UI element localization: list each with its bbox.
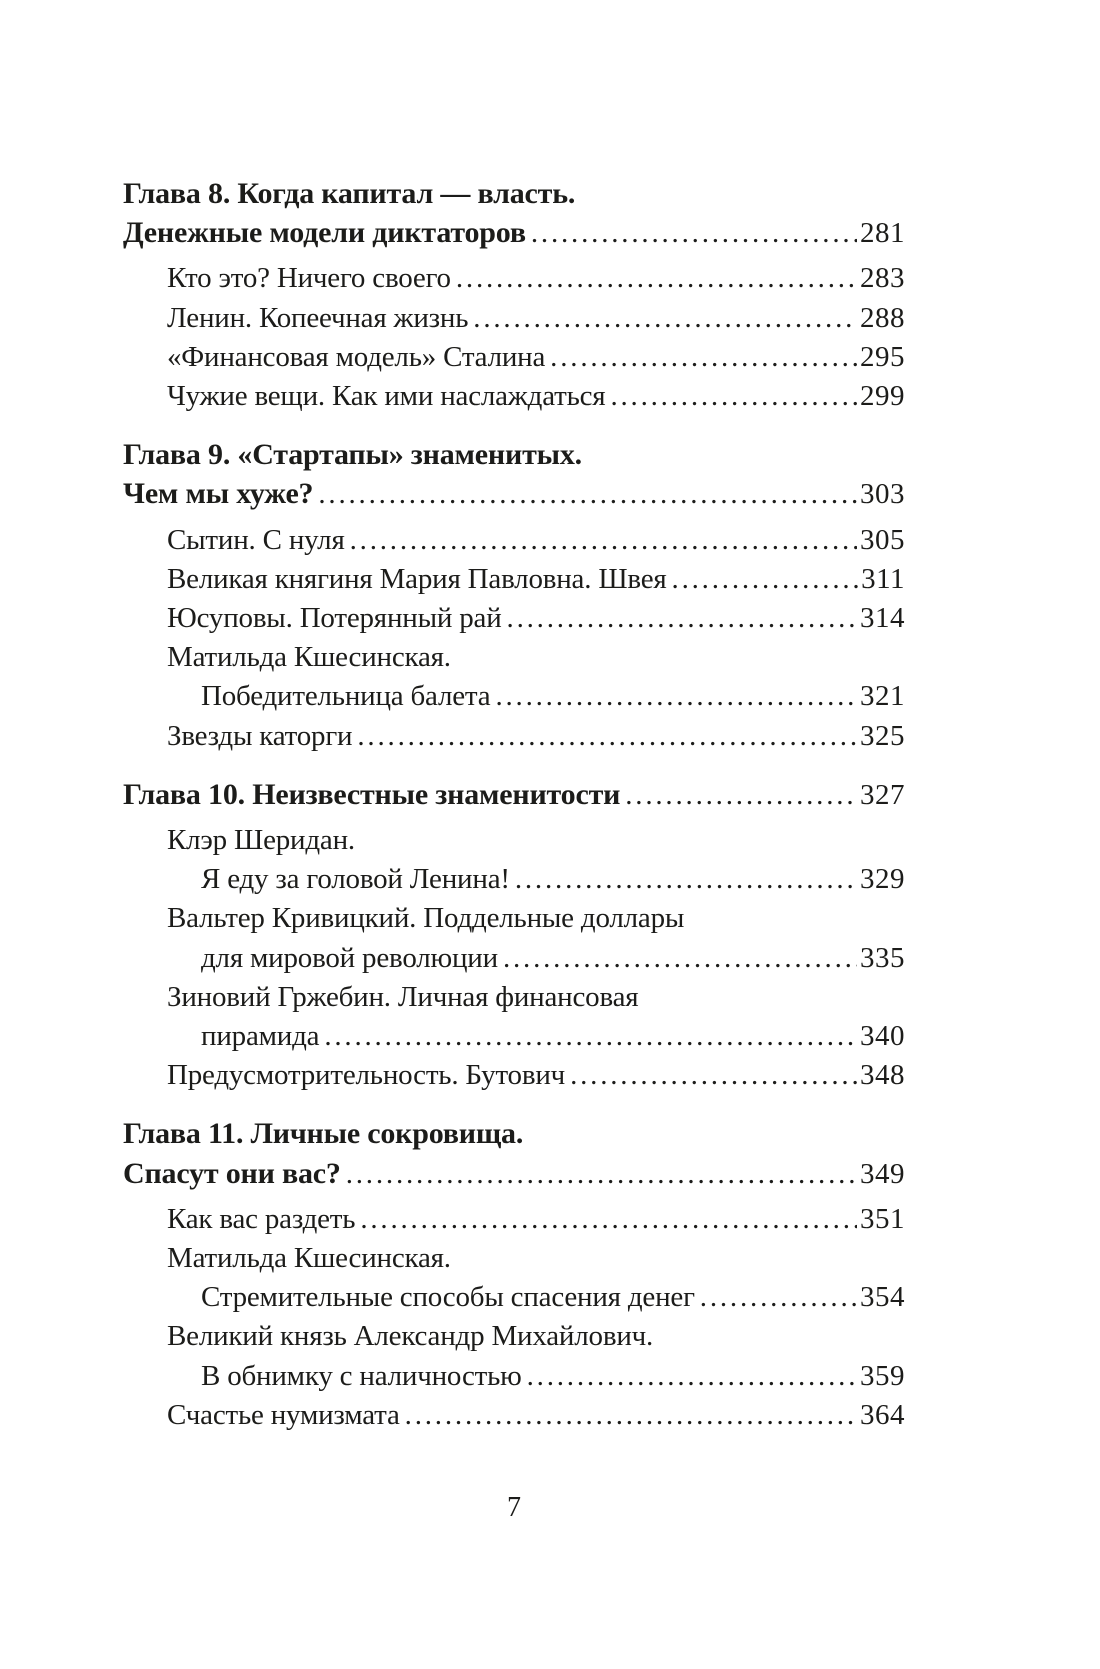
toc-row <box>123 1357 905 1396</box>
toc-entry-title: Как вас раздеть <box>167 1202 356 1235</box>
table-of-contents <box>123 174 905 1435</box>
toc-page-number: 314 <box>860 602 905 635</box>
toc-row <box>123 435 905 474</box>
toc-row <box>123 775 905 815</box>
dot-leader <box>672 560 859 599</box>
toc-row <box>123 474 905 514</box>
toc-page-number: 348 <box>860 1059 905 1092</box>
toc-page-number: 311 <box>861 562 905 595</box>
dot-leader <box>700 1278 857 1317</box>
toc-row <box>123 1317 905 1356</box>
toc-row <box>123 677 905 716</box>
toc-entry-title: В обнимку с наличностью <box>201 1359 522 1392</box>
toc-entry-title: Вальтер Кривицкий. Поддельные доллары <box>167 902 685 935</box>
toc-page-number: 281 <box>860 217 905 250</box>
toc-page-number: 295 <box>860 340 905 373</box>
toc-row <box>123 638 905 677</box>
toc-row <box>123 1239 905 1278</box>
dot-leader <box>357 717 857 756</box>
toc-row <box>123 299 905 338</box>
toc-entry-title: Матильда Кшесинская. <box>167 641 451 674</box>
toc-row <box>123 1278 905 1317</box>
dot-leader <box>570 1056 857 1095</box>
toc-row <box>123 860 905 899</box>
toc-page-number: 288 <box>860 301 905 334</box>
dot-leader <box>515 860 857 899</box>
dot-leader <box>324 1017 857 1056</box>
toc-page-number: 305 <box>860 523 905 556</box>
toc-row <box>123 338 905 377</box>
toc-entry-title: Звезды каторги <box>167 719 353 752</box>
dot-leader <box>503 939 857 978</box>
toc-row <box>123 1056 905 1095</box>
toc-page-number: 283 <box>860 262 905 295</box>
dot-leader <box>346 1155 857 1194</box>
toc-page-number: 325 <box>860 719 905 752</box>
toc-row <box>123 599 905 638</box>
page-footer <box>123 1492 905 1524</box>
toc-row <box>123 560 905 599</box>
toc-entry-title: для мировой революции <box>201 941 498 974</box>
toc-row <box>123 1017 905 1056</box>
dot-leader <box>507 599 857 638</box>
toc-entry-title: Чужие вещи. Как ими наслаждаться <box>167 380 606 413</box>
toc-entry-title: Глава 11. Личные сокровища. <box>123 1117 524 1151</box>
toc-entry-title: Стремительные способы спасения денег <box>201 1281 695 1314</box>
toc-entry-title: Ленин. Копеечная жизнь <box>167 301 469 334</box>
toc-entry-title: Кто это? Ничего своего <box>167 262 451 295</box>
toc-row <box>123 1154 905 1194</box>
toc-row <box>123 174 905 213</box>
toc-page-number: 354 <box>860 1281 905 1314</box>
toc-page-number: 359 <box>860 1359 905 1392</box>
dot-leader <box>531 214 857 253</box>
toc-entry-title: Великая княгиня Мария Павловна. Швея <box>167 562 667 595</box>
toc-row <box>123 978 905 1017</box>
toc-entry-title: Денежные модели диктаторов <box>123 216 526 250</box>
dot-leader <box>405 1396 857 1435</box>
dot-leader <box>360 1200 857 1239</box>
toc-entry-title: Глава 8. Когда капитал — власть. <box>123 177 576 210</box>
dot-leader <box>495 677 857 716</box>
toc-row <box>123 717 905 756</box>
toc-entry-title: Глава 10. Неизвестные знаменитости <box>123 777 621 811</box>
toc-row <box>123 939 905 978</box>
toc-entry-title: Предусмотрительность. Бутович <box>167 1059 566 1092</box>
folio-page-number: 7 <box>507 1492 521 1523</box>
toc-entry-title: Великий князь Александр Михайлович. <box>167 1320 654 1353</box>
toc-page-number: 351 <box>860 1202 905 1235</box>
toc-entry-title: Глава 9. «Стартапы» знаменитых. <box>123 438 582 472</box>
dot-leader <box>625 776 857 815</box>
toc-row <box>123 377 905 416</box>
toc-row <box>123 821 905 860</box>
toc-entry-title: Спасут они вас? <box>123 1156 341 1190</box>
toc-entry-title: Юсуповы. Потерянный рай <box>167 602 502 635</box>
toc-row <box>123 1396 905 1435</box>
dot-leader <box>527 1357 857 1396</box>
toc-row <box>123 213 905 253</box>
toc-page-number: 340 <box>860 1020 905 1053</box>
dot-leader <box>318 475 857 514</box>
toc-entry-title: пирамида <box>201 1020 320 1053</box>
toc-page-number: 364 <box>860 1398 905 1431</box>
toc-page-number: 329 <box>860 863 905 896</box>
toc-entry-title: Зиновий Гржебин. Личная финансовая <box>167 980 639 1013</box>
toc-entry-title: Матильда Кшесинская. <box>167 1242 451 1275</box>
toc-page-number: 321 <box>860 680 905 713</box>
toc-page-number: 335 <box>860 941 905 974</box>
toc-page-number: 349 <box>860 1157 905 1190</box>
toc-entry-title: Победительница балета <box>201 680 491 713</box>
toc-entry-title: Сытин. С нуля <box>167 523 345 556</box>
toc-entry-title: «Финансовая модель» Сталина <box>167 340 546 373</box>
toc-page-number: 299 <box>860 380 905 413</box>
toc-entry-title: Клэр Шеридан. <box>167 824 355 857</box>
toc-row <box>123 259 905 298</box>
toc-entry-title: Я еду за головой Ленина! <box>201 863 510 896</box>
toc-page-number: 303 <box>860 478 905 511</box>
dot-leader <box>610 377 857 416</box>
dot-leader <box>350 521 857 560</box>
toc-row <box>123 1114 905 1153</box>
toc-row <box>123 521 905 560</box>
toc-entry-title: Чем мы хуже? <box>123 477 314 511</box>
toc-row <box>123 899 905 938</box>
dot-leader <box>473 299 857 338</box>
toc-page-number: 327 <box>860 778 905 811</box>
dot-leader <box>550 338 857 377</box>
toc-row <box>123 1200 905 1239</box>
toc-entry-title: Счастье нумизмата <box>167 1398 400 1431</box>
dot-leader <box>456 259 857 298</box>
